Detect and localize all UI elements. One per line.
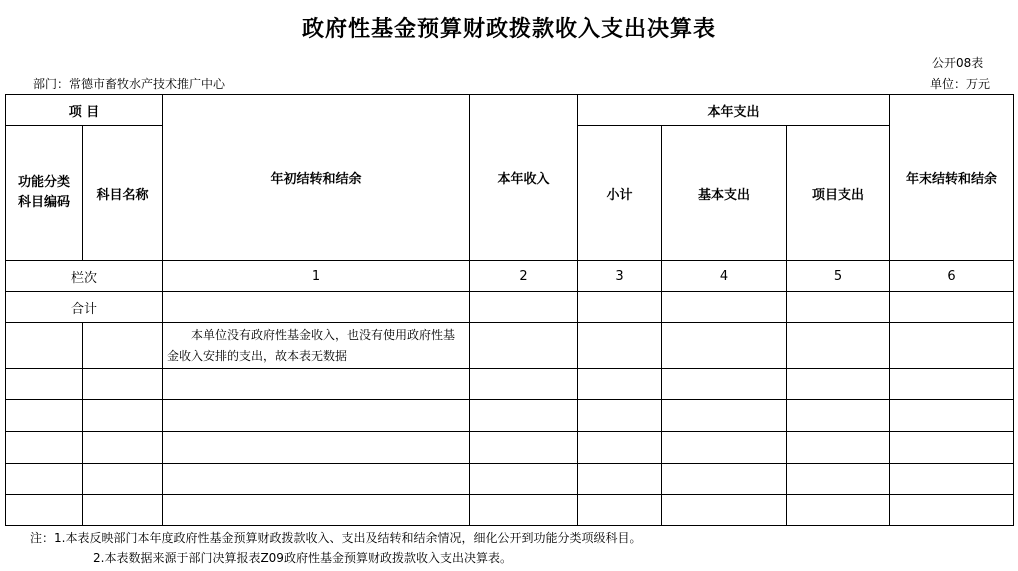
table-cell: [662, 323, 787, 369]
footnote-1: 注：1.本表反映部门本年度政府性基金预算财政拨款收入、支出及结转和结余情况，细化公开到功能分类项级科目。: [30, 531, 642, 545]
page-title: 政府性基金预算财政拨款收入支出决算表: [301, 16, 716, 42]
header-func-code: 功能分类科目编码: [6, 126, 83, 261]
index-col-5: 5: [787, 261, 890, 292]
table-cell: [787, 323, 890, 369]
header-project: 项目支出: [787, 126, 890, 261]
department-label: 部门：常德市畜牧水产技术推广中心: [33, 77, 226, 91]
total-cell: [787, 292, 890, 323]
total-cell: [890, 292, 1014, 323]
header-carryover-begin: 年初结转和结余: [163, 95, 470, 261]
header-subject-name: 科目名称: [83, 126, 163, 261]
index-col-4: 4: [662, 261, 787, 292]
header-carryover-end: 年末结转和结余: [890, 95, 1014, 261]
header-subtotal: 小计: [578, 126, 662, 261]
total-cell: [470, 292, 578, 323]
index-col-1: 1: [163, 261, 470, 292]
table-row: [6, 464, 1014, 495]
unit-label: 单位：万元: [930, 77, 991, 91]
header-expenditure: 本年支出: [578, 95, 890, 126]
total-cell: [662, 292, 787, 323]
header-income: 本年收入: [470, 95, 578, 261]
header-item: 项 目: [6, 95, 163, 126]
footnote-2: 2.本表数据来源于部门决算报表Z09政府性基金预算财政拨款收入支出决算表。: [93, 551, 512, 565]
table-cell: [890, 323, 1014, 369]
no-data-note: 本单位没有政府性基金收入，也没有使用政府性基金收入安排的支出，故本表无数据: [163, 323, 470, 369]
table-row: [6, 432, 1014, 464]
total-row-label: 合计: [6, 292, 163, 323]
index-col-3: 3: [578, 261, 662, 292]
total-cell: [578, 292, 662, 323]
index-col-6: 6: [890, 261, 1014, 292]
table-row: [6, 495, 1014, 526]
table-row: [6, 369, 1014, 400]
total-cell: [163, 292, 470, 323]
header-basic: 基本支出: [662, 126, 787, 261]
budget-table: [5, 94, 1014, 526]
table-row: [6, 400, 1014, 432]
table-cell: [83, 323, 163, 369]
index-row-label: 栏次: [6, 261, 163, 292]
table-cell: [578, 323, 662, 369]
table-cell: [470, 323, 578, 369]
form-number: 公开08表: [932, 56, 984, 70]
table-cell: [6, 323, 83, 369]
index-col-2: 2: [470, 261, 578, 292]
